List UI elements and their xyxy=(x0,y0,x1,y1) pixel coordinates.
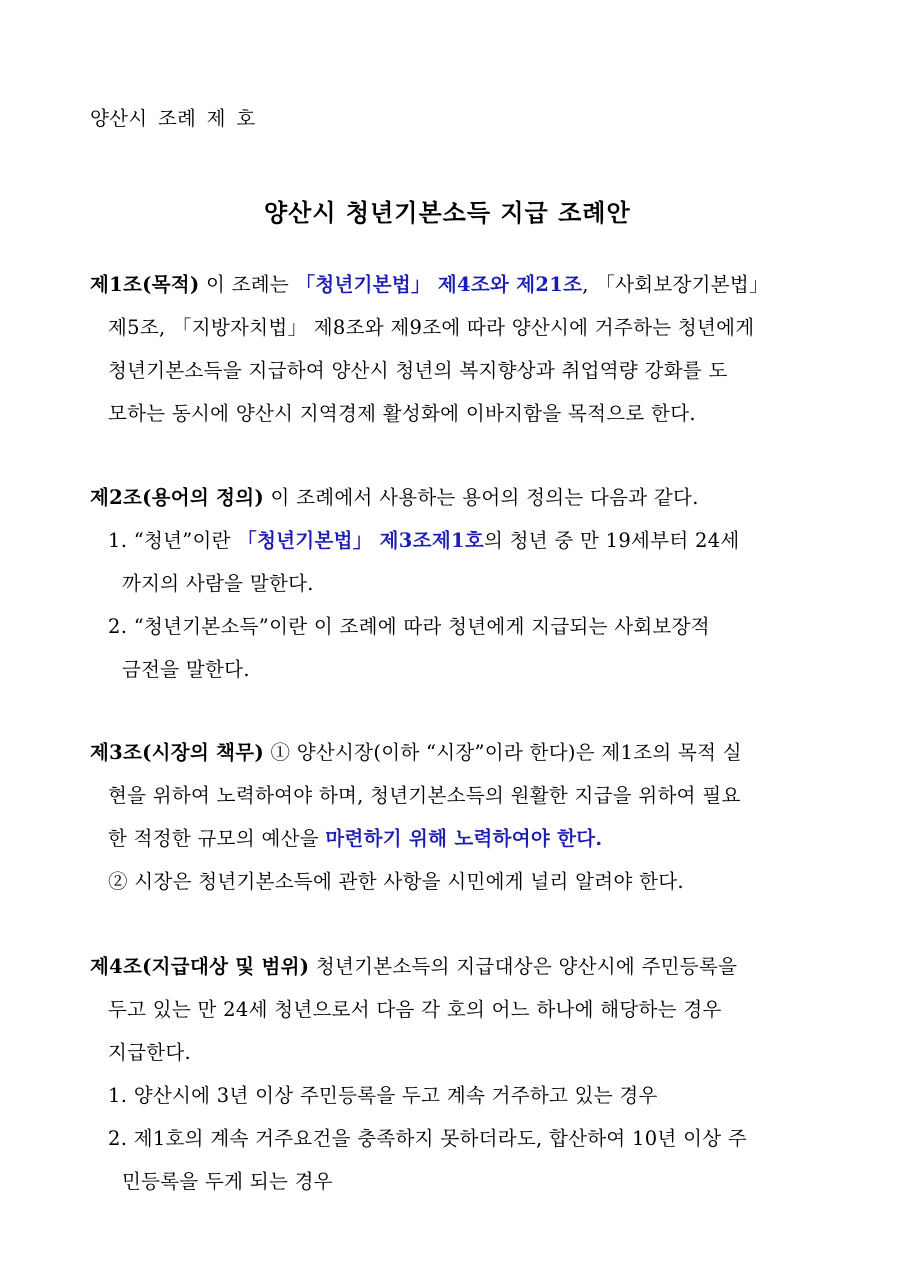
article-2-item-1 xyxy=(108,528,740,554)
article-4-line-3: 지급한다. xyxy=(108,1041,192,1064)
article-4-heading: 제4조(지급대상 및 범위) xyxy=(90,955,310,978)
article-2-text: 이 조례에서 사용하는 용어의 정의는 다음과 같다. xyxy=(263,486,699,509)
article-2-item-1-cont: 까지의 사람을 말한다. xyxy=(122,572,314,595)
document-title: 양산시 청년기본소득 지급 조례안 xyxy=(264,198,631,227)
article-2-item-2: 2. “청년기본소득”이란 이 조례에 따라 청년에게 지급되는 사회보장적 xyxy=(108,615,710,638)
article-1-line-4: 모하는 동시에 양산시 지역경제 활성화에 이바지함을 목적으로 한다. xyxy=(108,402,696,425)
article-2-item-1-text: 1. “청년”이란 xyxy=(108,529,238,552)
article-4-item-2-cont: 민등록을 두게 되는 경우 xyxy=(122,1170,333,1193)
article-1-line-1 xyxy=(90,272,769,298)
article-3-highlight: 마련하기 위해 노력하여야 한다. xyxy=(325,827,603,850)
article-4-line-1 xyxy=(90,954,737,980)
article-2-line-1 xyxy=(90,485,699,511)
article-2-law-reference: 「청년기본법」 제3조제1호 xyxy=(237,529,484,552)
article-1-heading: 제1조(목적) xyxy=(90,273,200,296)
article-2-item-1-text: 의 청년 중 만 19세부터 24세 xyxy=(483,529,740,552)
article-3-line-1 xyxy=(90,740,742,766)
article-1-text: 이 조례는 xyxy=(199,273,296,296)
article-1-line-3: 청년기본소득을 지급하여 양산시 청년의 복지향상과 취업역량 강화를 도 xyxy=(108,359,728,382)
ordinance-number: 양산시 조례 제 호 xyxy=(90,107,256,130)
article-3-line-2: 현을 위하여 노력하여야 하며, 청년기본소득의 원활한 지급을 위하여 필요 xyxy=(108,784,741,807)
article-3-text: ① 양산시장(이하 “시장”이라 한다)은 제1조의 목적 실 xyxy=(263,741,742,764)
article-1-law-reference: 「청년기본법」 제4조와 제21조 xyxy=(295,273,583,296)
article-1-text: , 「사회보장기본법」 xyxy=(582,273,769,296)
article-2-item-2-cont: 금전을 말한다. xyxy=(122,658,250,681)
article-4-line-2: 두고 있는 만 24세 청년으로서 다음 각 호의 어느 하나에 해당하는 경우 xyxy=(108,998,722,1021)
article-4-text: 청년기본소득의 지급대상은 양산시에 주민등록을 xyxy=(309,955,738,978)
article-4-item-1: 1. 양산시에 3년 이상 주민등록을 두고 계속 거주하고 있는 경우 xyxy=(108,1084,658,1107)
article-4-item-2: 2. 제1호의 계속 거주요건을 충족하지 못하더라도, 합산하여 10년 이상 주 xyxy=(108,1127,748,1150)
article-3-line-3 xyxy=(108,826,603,852)
article-1-line-2: 제5조, 「지방자치법」 제8조와 제9조에 따라 양산시에 거주하는 청년에게 xyxy=(108,316,755,339)
article-2-heading: 제2조(용어의 정의) xyxy=(90,486,264,509)
article-3-text: 한 적정한 규모의 예산을 xyxy=(108,827,326,850)
article-3-heading: 제3조(시장의 책무) xyxy=(90,741,264,764)
article-3-clause-2: ② 시장은 청년기본소득에 관한 사항을 시민에게 널리 알려야 한다. xyxy=(108,870,684,893)
